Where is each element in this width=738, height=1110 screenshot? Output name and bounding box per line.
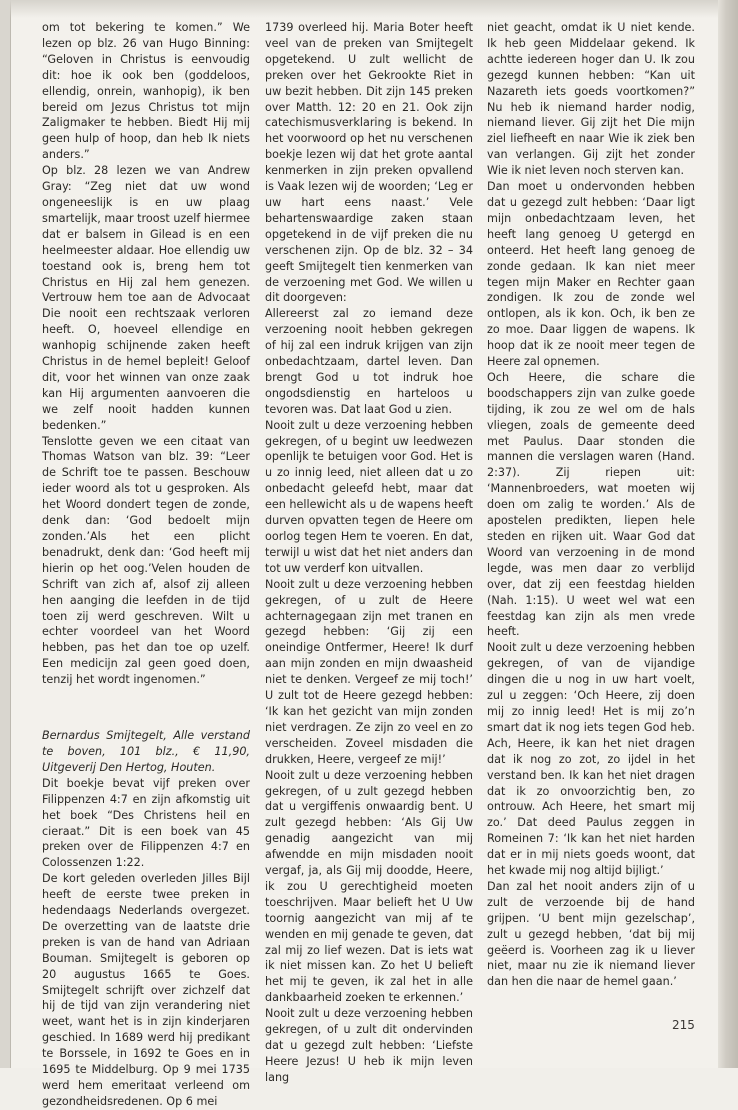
book-reference: Bernardus Smijtegelt, Alle verstand te boven, 101 blz., € 11,90, Uitgeverij Den Hertog, Houten.: [42, 729, 250, 774]
paragraph: Tenslotte geven we een citaat van Thomas Watson van blz. 39: “Leer de Schrift toe te passen. Beschouw ieder woord als tot u gesproken. Als het Woord dondert tegen de zonde, denk dan: ‘God bedoelt mijn zonden.’Als het een plicht benadrukt, denk dan: ‘God heeft mij hierin op het oog.’Velen houden de Schrift van zich af, alsof zij alleen hen aanging die leefden in de tijd toen zij werd geschreven. Wilt u echter voordeel van het Woord hebben, pas het dan toe op uzelf. Een medicijn zal geen goed doen, tenzij het wordt ingenomen.”: [42, 434, 250, 687]
paragraph: De kort geleden overleden Jilles Bijl heeft de eerste twee preken in hedendaags Nederlands overgezet. De overzetting van de laatste drie preken is van de hand van Adriaan Bouman. Smijtegelt is geboren op 20 augustus 1665 te Goes. Smijtegelt schrijft over zichzelf dat hij de tijd van zijn verandering niet weet, want het is in zijn kinderjaren geschied. In 1689 werd hij predikant te Borssele, in 1692 te Goes en in 1695 te Middelburg. Op 9 mei 1735 werd hem emeritaat verleend om gezondheidsredenen. Op 6 mei: [42, 872, 250, 1108]
page-edge: [718, 0, 738, 1068]
text-column-3: [487, 20, 695, 990]
paragraph: Nooit zult u deze verzoening hebben gekregen, of u zult dit ondervinden dat u gezegd zult hebben: ‘Liefste Heere Jezus! U heb ik mijn leven lang: [265, 1007, 473, 1084]
paragraph: 1739 overleed hij. Maria Boter heeft veel van de preken van Smijtegelt opgetekend. U zult wellicht de preken over het Gekrookte Riet in uw bezit hebben. Dit zijn 145 preken over Matth. 12: 20 en 21. Ook zijn catechismusverklaring is bekend. In het voorwoord op het nu verschenen boekje lezen wij dat het grote aantal kenmerken in zijn preken opvallend is Vaak lezen wij de woorden; ‘Leg er uw hart eens naast.’ Vele behartenswaardige zaken staan opgetekend in de vijf preken die nu verschenen zijn. Op de blz. 32 – 34 geeft Smijtegelt tien kenmerken van de verzoening met God. We willen u dit doorgeven:: [265, 21, 473, 305]
page-number: 215: [672, 1018, 695, 1032]
paragraph: Nooit zult u deze verzoening hebben gekregen, of van de vijandige dingen die u nog in uw hart voelt, zul u zeggen: ‘Och Heere, zij doen mij zo innig leed! Het is mij zo’n smart dat ik nog iets tegen God heb. Ach, Heere, ik kan het niet dragen dat ik nog zo zot, zo ijdel in het verstand ben. Ik kan het niet dragen dat ik zo onvoorzichtig ben, zo ontrouw. Ach Heere, het smart mij zo.’ Dat deed Paulus zeggen in Romeinen 7: ‘Ik kan het niet harden dat er in mij niets goeds woont, dat het kwade mij nog altijd bijligt.’: [487, 641, 695, 878]
paragraph: Op blz. 28 lezen we van Andrew Gray: “Zeg niet dat uw wond ongeneeslijk is en uw plaag smartelijk, maar troost uzelf hiermee dat er balsem in Gilead is en een heelmeester aldaar. Hoe ellendig uw toestand ook is, breng hem tot Christus en Hij zal hem genezen. Vertrouw hem toe aan de Advocaat Die nooit een rechtszaak verloren heeft. O, hoeveel ellendige en wanhopig schijnende zaken heeft Christus in de hemel bepleit! Geloof dit, voor het winnen van onze zaak kan Hij argumenten aanvoeren die we zelf nooit hadden kunnen bedenken.”: [42, 164, 250, 432]
paragraph: Allereerst zal zo iemand deze verzoening nooit hebben gekregen of hij zal een indruk krijgen van zijn onbedachtzaam, dartel leven. Dan brengt God u tot indruk hoe ongodsdienstig en harteloos u tevoren was. Dat laat God u zien.: [265, 307, 473, 416]
paragraph: Dit boekje bevat vijf preken over Filippenzen 4:7 en zijn afkomstig uit het boek “Des Christens heil en cieraat.” Dit is een boek van 45 preken over de Filippenzen 4:7 en Colossenzen 1:22.: [42, 776, 250, 870]
text-column-2: [265, 20, 473, 1086]
paragraph: Nooit zult u deze verzoening hebben gekregen, of u zult de Heere achternagegaan zijn met tranen en gezegd hebben: ‘Gij zij een oneindige Ontfermer, Heere! Ik durf aan mijn zonden en mijn dwaasheid niet te denken. Vergeef ze mij toch!’ U zult tot de Heere gezegd hebben: ‘Ik kan het gezicht van mijn zonden niet verdragen. Ze zijn zo veel en zo verscheiden. Zoveel misdaden die drukken, Heere, vergeef ze mij!’: [265, 577, 473, 766]
page-shadow: [10, 0, 718, 18]
paragraph: Dan zal het nooit anders zijn of u zult de verzoende bij de hand grijpen. ‘U bent mijn gezelschap’, zult u gezegd hebben, ‘dat bij mij geëerd is. Voorheen zag ik u liever niet, maar nu zie ik niemand liever dan hen die naar de hemel gaan.’: [487, 879, 695, 989]
paragraph: Nooit zult u deze verzoening hebben gekregen, of u begint uw leedwezen openlijk te betuigen voor God. Het is u zo innig leed, niet alleen dat u zo onbedacht geleefd hebt, maar dat een hellewicht als u de wapens heeft durven opvatten tegen de Heere om oorlog tegen Hem te voeren. En dat, terwijl u wist dat het niet anders dan tot uw verderf kon uitvallen.: [265, 418, 473, 575]
paragraph: niet geacht, omdat ik U niet kende. Ik heb geen Middelaar gekend. Ik achtte iedereen hoger dan U. Ik zou gezegd kunnen hebben: “Kan uit Nazareth iets goeds voortkomen?” Nu heb ik niemand harder nodig, niemand liever. Gij zijt het Die mijn ziel liefheeft en naar Wie ik ziek ben van verlangen. Gij zijt het zonder Wie ik niet leven noch sterven kan.: [487, 21, 695, 178]
paragraph: Nooit zult u deze verzoening hebben gekregen, of u zult gezegd hebben dat u vergiffenis onwaardig bent. U zult gezegd hebben: ‘Als Gij Uw genadig aangezicht van mij afwendde en mijn misdaden nooit vergaf, ja, als Gij mij doodde, Heere, ik zou U gerechtigheid moeten toeschrijven. Maar belieft het U Uw toornig aangezicht van mij af te wenden en mij genade te geven, dat zal mij zo lief wezen. Dat is iets wat ik niet missen kan. Zo het U belieft het mij te geven, ik zal het in alle dankbaarheid zoeken te erkennen.’: [265, 768, 473, 1005]
faint-watermark: [510, 912, 660, 972]
paragraph: Dan moet u ondervonden hebben dat u gezegd zult hebben: ‘Daar ligt mijn onbedachtzaam leven, het heeft lang genoeg U getergd en onteerd. Het heeft lang genoeg de zonde gedaan. Ik kan niet meer tegen mijn Maker en Rechter gaan zondigen. Ik zou de zonde wel ontlopen, als ik kon. Och, ik ben ze zo moe. Daar liggen de wapens. Ik hoop dat ik ze nooit meer tegen de Heere zal opnemen.: [487, 180, 695, 369]
paragraph: om tot bekering te komen.” We lezen op blz. 26 van Hugo Binning: “Geloven in Christus is eenvoudig dit: hoe ik ook ben (goddeloos, ellendig, onrein, wanhopig), ik ben bereid om Jezus Christus tot mijn Zaligmaker te hebben. Biedt Hij mij geen hulp of hoop, dan heb Ik niets anders.”: [42, 21, 250, 162]
paragraph: Och Heere, die schare die boodschappers zijn van zulke goede tijding, ik zou ze wel om de hals vliegen, zoals de gemeente deed met Paulus. Daar stonden die mannen die verslagen waren (Hand. 2:37). Zij riepen uit: ‘Mannenbroeders, wat moeten wij doen om zalig te worden.’ Als de apostelen predikten, liepen hele steden en rijken uit. Waar God dat Woord van verzoening in de mond legde, was men daar zo verblijd over, dat zij een feestdag hielden (Nah. 1:15). U weet wel wat een feestdag kan zijn als men vrede heeft.: [487, 370, 695, 639]
text-column-1: [42, 20, 250, 1110]
binding-edge: [0, 0, 11, 1068]
